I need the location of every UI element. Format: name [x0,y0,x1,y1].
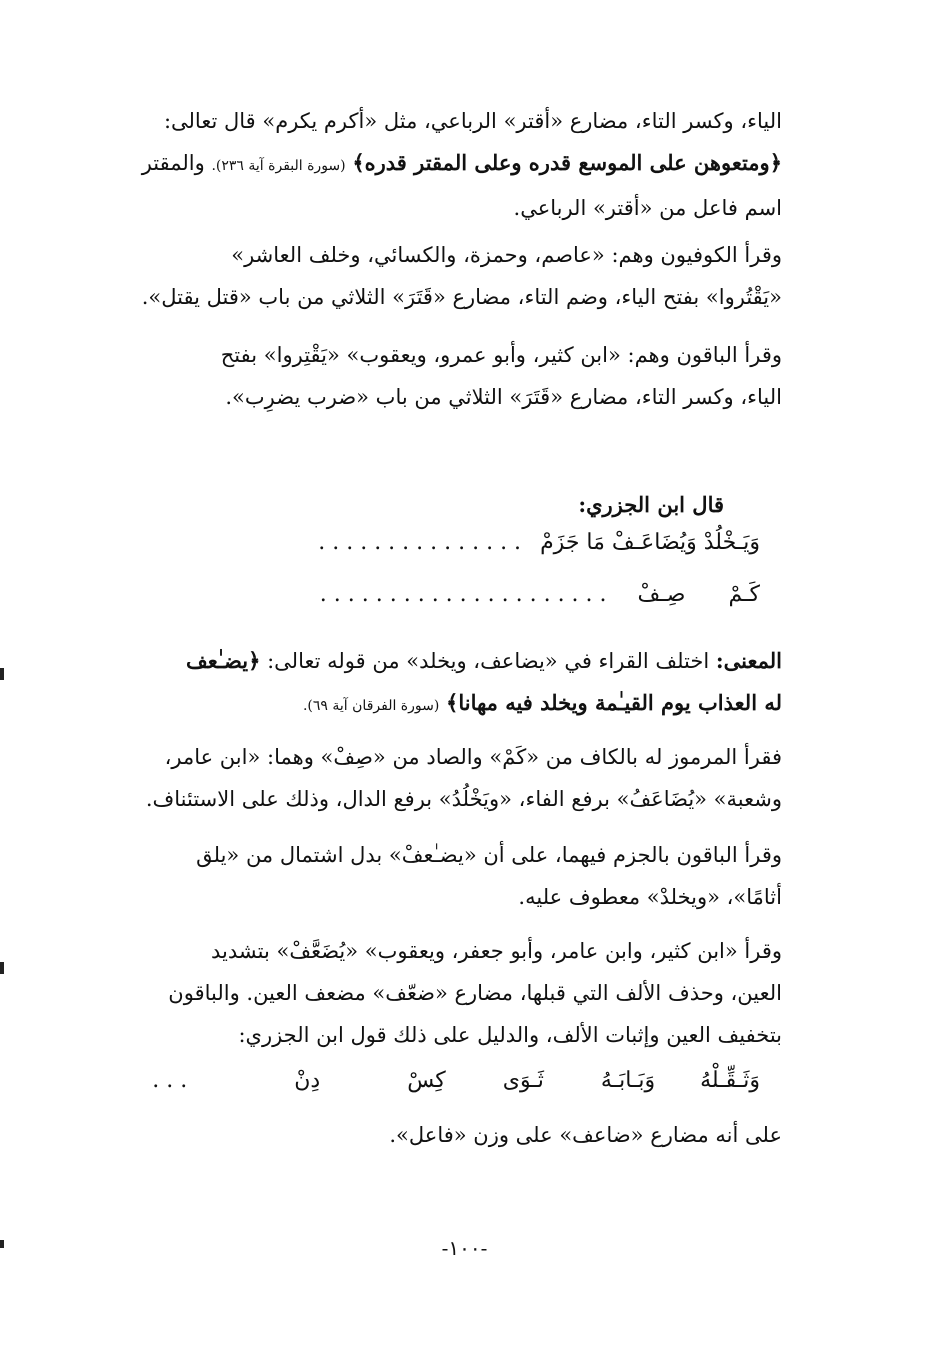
paragraph-line: بتخفيف العين وإثبات الألف، والدليل على ذلك قول ابن الجزري: [238,1023,782,1047]
verse-word: كِسْ [407,1068,446,1093]
quran-quote: ﴿يضـٰعف [186,648,261,673]
surah-reference: (سورة الفرقان آية ٦٩). [302,698,440,714]
paragraph-5 [80,736,782,820]
verse-line-1 [110,530,760,555]
paragraph-line: فقرأ المرموز له بالكاف من «كَمْ» والصاد من «صِفْ» وهما: «ابن عامر، [164,745,782,769]
paragraph-line: الياء، وكسر التاء، مضارع «قَتَرَ» الثلاثي من باب «ضرب يضرِب». [225,385,782,409]
paragraph-line: العين، وحذف الألف التي قبلها، مضارع «ضعّف» مضعف العين. والباقون [168,981,782,1005]
paragraph-line: وقرأ الباقون وهم: «ابن كثير، وأبو عمرو، ويعقوب» «يَقْتِروا» بفتح [220,343,782,367]
scan-margin-mark [0,1240,4,1248]
paragraph-line: اسم فاعل من «أقتر» الرباعي. [513,196,782,220]
meaning-label: المعنى: [715,648,782,673]
paragraph-line: «يَقْتُروا» بفتح الياء، وضم التاء، مضارع «قَتَرَ» الثلاثي من باب «قتل يقتل». [141,285,782,309]
verse-text: وَيَـخْلُدْ وَيُضَاعَـفْ مَا جَزَمْ [540,530,760,555]
verse-word: وَثَـقِّـلْهُ [700,1068,760,1093]
verse-word: صِـفْ [637,582,686,607]
paragraph-text: والمقتر [141,151,205,175]
surah-reference: (سورة البقرة آية ٢٣٦). [211,158,346,174]
section-heading: قال ابن الجزري: [578,492,724,517]
verse-word: كَـمْ [728,582,760,607]
verse-word: دِنْ [294,1068,321,1093]
page-number: -١٠٠- [441,1236,488,1260]
paragraph-line: وقرأ الباقون بالجزم فيهما، على أن «يضـٰعفْ» بدل اشتمال من «يلق [196,843,782,867]
paragraph-4 [80,640,782,727]
verse-word: ثَـوَى [502,1068,544,1093]
scan-margin-mark [0,668,4,680]
quran-quote: ﴿ومتعوهن على الموسع قدره وعلى المقتر قدره﴾ [352,150,782,175]
paragraph-line: الياء، وكسر التاء، مضارع «أقتر» الرباعي، مثل «أكرم يكرم» قال تعالى: [163,109,782,133]
paragraph-line: وقرأ «ابن كثير، وابن عامر، وأبو جعفر، ويعقوب» «يُضَعَّفْ» بتشديد [211,939,782,963]
paragraph-8 [80,1114,782,1156]
paragraph-1 [80,100,782,229]
paragraph-2 [80,234,782,318]
paragraph-text: اختلف القراء في «يضاعف، ويخلد» من قوله تعالى: [267,649,710,673]
paragraph-line: على أنه مضارع «ضاعف» على وزن «فاعل». [389,1123,782,1147]
paragraph-line [80,682,782,727]
paragraph-3 [80,334,782,418]
scan-margin-mark [0,962,4,974]
paragraph-line: وقرأ الكوفيون وهم: «عاصم، وحمزة، والكسائي، وخلف العاشر» [231,243,782,267]
paragraph-line: وشعبة» «يُضَاعَفُ» برفع الفاء، «ويَخْلُدُ» برفع الدال، وذلك على الاستئناف. [145,787,782,811]
verse-ellipsis: . . . [152,1068,188,1093]
verse-word: وَبَـابَـهُ [600,1068,656,1093]
quran-quote: له العذاب يوم القيـٰمة ويخلد فيه مهانا﴾ [446,690,782,715]
paragraph-7 [80,930,782,1056]
verse-line-2 [110,582,760,607]
verse-line-3 [110,1068,760,1093]
paragraph-line: أثامًا»، «ويخلدْ» معطوف عليه. [518,885,782,909]
paragraph-line [80,142,782,187]
paragraph-6 [80,834,782,918]
verse-ellipsis: . . . . . . . . . . . . . . . [318,530,522,555]
paragraph-line [80,640,782,682]
verse-ellipsis: . . . . . . . . . . . . . . . . . . . . . [319,582,607,607]
